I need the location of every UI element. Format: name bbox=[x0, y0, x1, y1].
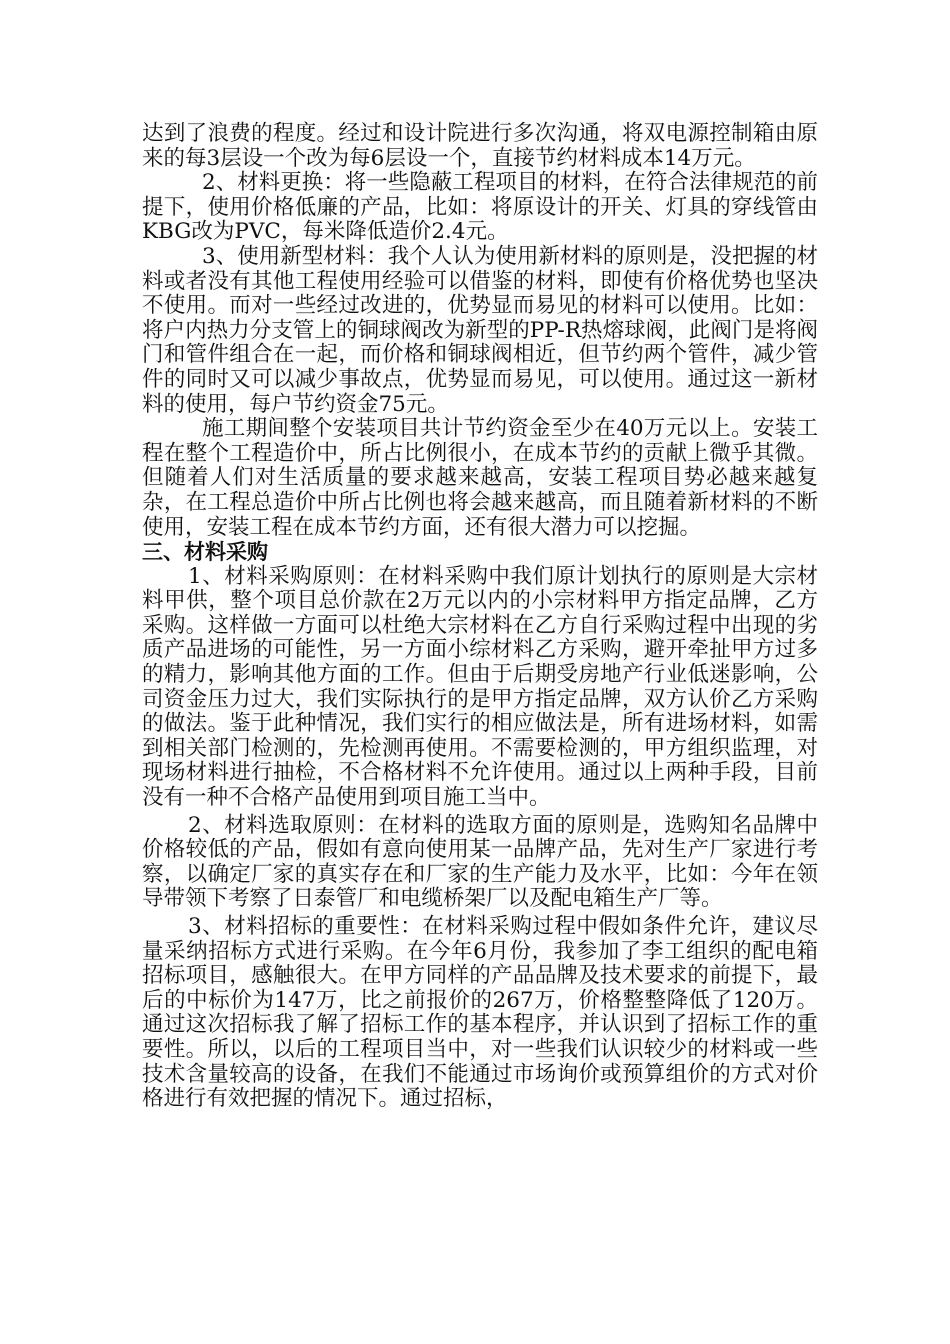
paragraph-procurement-principle: 1、材料采购原则：在材料采购中我们原计划执行的原则是大宗材料甲供，整个项目总价款在2万元以内的小宗材料甲方指定品牌，乙方采购。这样做一方面可以杜绝大宗材料在乙方自行采购过程中出现的劣质产品进场的可能性，另一方面小综材料乙方采购，避开牵扯甲方过多的精力，影响其他方面的工作。但由于后期受房地产行业低迷影响，公司资金压力过大，我们实际执行的是甲方指定品牌，双方认价乙方采购的做法。鉴于此种情况，我们实行的相应做法是，所有进场材料，如需到相关部门检测的，先检测再使用。不需要检测的，甲方组织监理，对现场材料进行抽检，不合格材料不允许使用。通过以上两种手段，目前没有一种不合格产品使用到项目施工当中。 bbox=[142, 563, 818, 811]
document-body bbox=[142, 122, 818, 1112]
paragraph-savings-summary: 施工期间整个安装项目共计节约资金至少在40万元以上。安装工程在整个工程造价中，所占比例很小，在成本节约的贡献上微乎其微。但随着人们对生活质量的要求越来越高，安装工程项目势必越来越复杂，在工程总造价中所占比例也将会越来越高，而且随着新材料的不断使用，安装工程在成本节约方面，还有很大潜力可以挖掘。 bbox=[142, 416, 818, 540]
section-heading-procurement: 三、材料采购 bbox=[142, 540, 268, 565]
paragraph-tender-importance: 3、材料招标的重要性：在材料采购过程中假如条件允许，建议尽量采纳招标方式进行采购。在今年6月份，我参加了李工组织的配电箱招标项目，感触很大。在甲方同样的产品品牌及技术要求的前提下，最后的中标价为147万，比之前报价的267万，价格整整降低了120万。通过这次招标我了解了招标工作的基本程序，并认识到了招标工作的重要性。所以，以后的工程项目当中，对一些我们认识较少的材料或一些技术含量较高的设备，在我们不能通过市场询价或预算组价的方式对价格进行有效把握的情况下。通过招标， bbox=[142, 914, 818, 1112]
paragraph-new-materials: 3、使用新型材料：我个人认为使用新材料的原则是，没把握的材料或者没有其他工程使用经验可以借鉴的材料，即使有价格优势也坚决不使用。而对一些经过改进的，优势显而易见的材料可以使用。比如：将户内热力分支管上的铜球阀改为新型的PP-R热熔球阀，此阀门是将阀门和管件组合在一起，而价格和铜球阀相近，但节约两个管件，减少管件的同时又可以减少事故点，优势显而易见，可以使用。通过这一新材料的使用，每户节约资金75元。 bbox=[142, 243, 818, 417]
paragraph-selection-principle: 2、材料选取原则：在材料的选取方面的原则是，选购知名品牌中价格较低的产品，假如有意向使用某一品牌产品，先对生产厂家进行考察，以确定厂家的真实存在和厂家的生产能力及水平，比如：今年在领导带领下考察了日泰管厂和电缆桥架厂以及配电箱生产厂等。 bbox=[142, 812, 818, 912]
paragraph-material-replacement: 2、材料更换：将一些隐蔽工程项目的材料，在符合法律规范的前提下，使用价格低廉的产品，比如：将原设计的开关、灯具的穿线管由KBG改为PVC，每米降低造价2.4元。 bbox=[142, 170, 818, 245]
paragraph-double-power-box: 达到了浪费的程度。经过和设计院进行多次沟通，将双电源控制箱由原来的每3层设一个改为每6层设一个，直接节约材料成本14万元。 bbox=[142, 121, 818, 171]
